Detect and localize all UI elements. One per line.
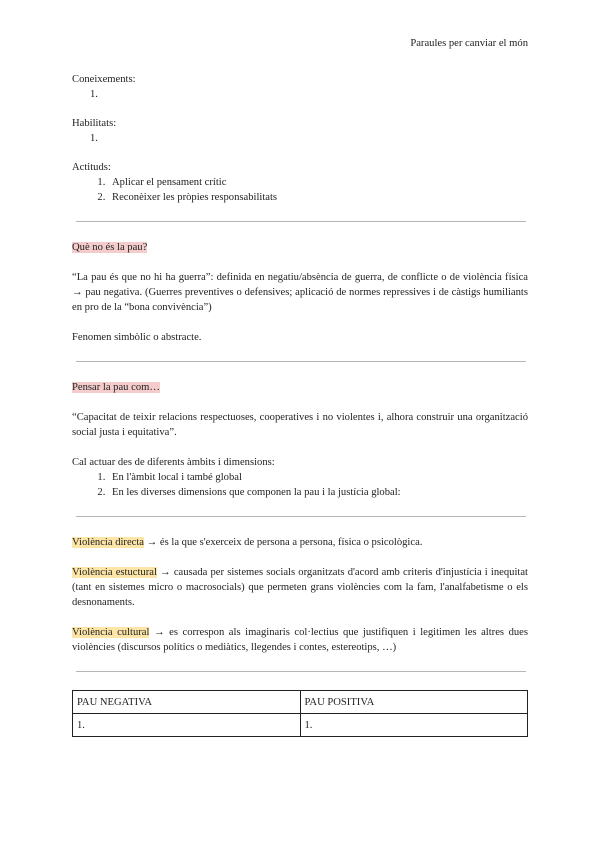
knowledge-block [72,72,528,102]
knowledge-item: 1. [90,89,98,100]
list-item: 2. En les diverses dimensions que componen la pau i la justícia global: [108,485,528,500]
quote-paragraph: “Capacitat de teixir relacions respectuoses, cooperatives i no violentes i, alhora construir una organització social justa i equitativa”. [72,412,528,438]
table-header-cell: PAU NEGATIVA [73,691,301,714]
table-cell: 1. [73,714,301,737]
document-body [72,72,528,737]
skills-block [72,116,528,146]
definition-text: → és la que s'exerceix de persona a persona, física o psicològica. [144,537,423,548]
section-what-is-not-peace [72,240,528,345]
section-violence-types [72,535,528,655]
definition-text: → es correspon als imaginaris col·lectius que justifiquen i legitimen les altres dues violències (discursos polítics o mediàtics, llegendes i contes, estereotips, …) [72,627,528,653]
page-header: Paraules per canviar el món [410,38,528,49]
section-heading: Què no és la pau? [72,242,148,253]
term-highlight: Violència directa [72,537,145,548]
quote-paragraph: “La pau és que no hi ha guerra”: definida en negatiu/absència de guerra, de conflicte o de violència física → pau negativa. (Guerres preventives o defensives; aplicació de normes repressives i de càstigs humiliants en pro de la “bona convivència”) [72,272,528,313]
attitudes-list [72,175,528,205]
attitudes-label: Actituds: [72,162,111,173]
definition-text: → causada per sistemes socials organitzats d'acord amb criteris d'injustícia i inequitat (tant en sistemes micro o macrosocials) que permeten grans violències com la fam, l'analfabetisme o els desnonaments. [72,567,528,608]
list-item: 1. En l'àmbit local i també global [108,470,528,485]
section-heading: Pensar la pau com… [72,382,160,393]
table-header-cell: PAU POSITIVA [300,691,528,714]
section-think-peace [72,380,528,500]
attitudes-block [72,160,528,205]
list-item: 1. Aplicar el pensament crític [108,175,528,190]
skills-label: Habilitats: [72,118,117,129]
term-highlight: Violència cultural [72,627,150,638]
skills-item: 1. [90,133,98,144]
note-paragraph: Fenomen simbòlic o abstracte. [72,332,202,343]
table-header-row [73,691,528,714]
knowledge-label: Coneixements: [72,74,136,85]
intro-text: Cal actuar des de diferents àmbits i dimensions: [72,457,275,468]
violence-cultural [72,625,528,655]
violence-structural [72,565,528,610]
violence-direct [72,535,528,550]
table-cell: 1. [300,714,528,737]
table-row [73,714,528,737]
list-item: 2. Reconèixer les pròpies responsabilitats [108,190,528,205]
dimensions-list [72,470,528,500]
peace-comparison-table [72,690,528,737]
term-highlight: Violència estuctural [72,567,157,578]
